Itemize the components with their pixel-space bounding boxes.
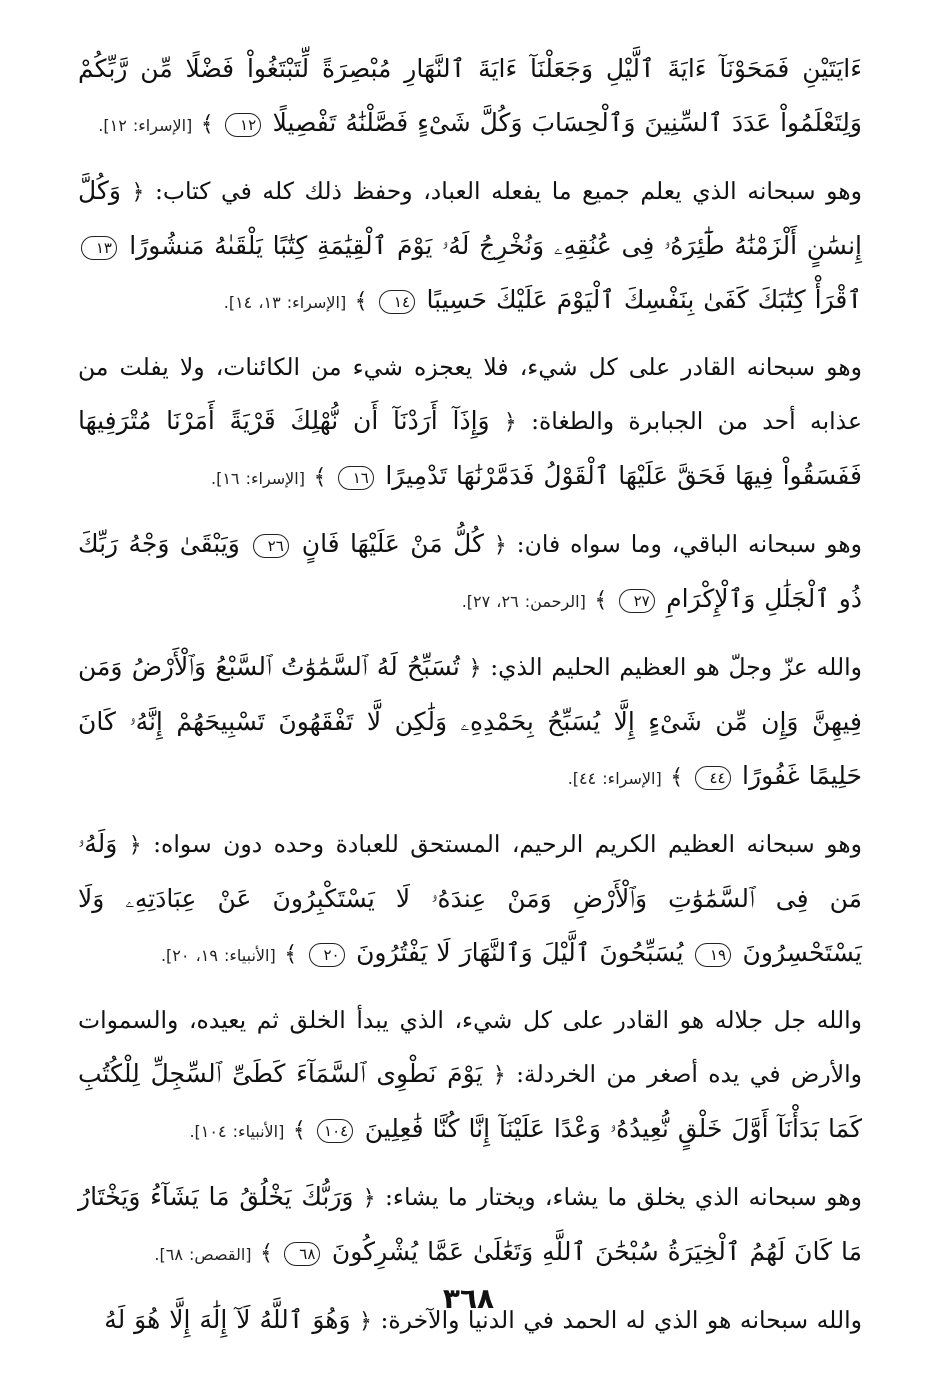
ayah-number-marker: ٢٠ (309, 943, 345, 967)
quran-verse: وَهُوَ ٱللَّهُ لَآ إِلَٰهَ إِلَّا هُوَ لَهُ (104, 1305, 351, 1334)
paragraph-2 (78, 164, 862, 329)
quran-verse: تُسَبِّحُ لَهُ ٱلسَّمَٰوَٰتُ ٱلسَّبْعُ وَٱلْأَرْضُ وَمَن فِيهِنَّ وَإِن مِّن شَىْءٍ إِلَّا يُسَبِّحُ بِحَمْدِهِۦ وَلَٰكِن لَّا تَفْقَهُونَ تَسْبِيحَهُمْ إِنَّهُۥ كَانَ حَلِيمًا غَفُورًا (78, 652, 862, 790)
ayah-number-marker: ٢٧ (619, 589, 655, 613)
paragraph-8 (78, 1170, 862, 1281)
verse-reference: [الأنبياء: ١٩، ٢٠]. (160, 946, 276, 965)
paragraph-7 (78, 994, 862, 1158)
verse-reference: [الإسراء: ١٣، ١٤]. (223, 293, 347, 312)
ayah-number-marker: ١٦ (338, 466, 374, 490)
prose-text: وهو سبحانه القادر على كل شيء، فلا يعجزه شيء من الكائنات، ولا يفلت من عذابه أحد من الجبابرة والطغاة: (78, 353, 862, 435)
verse-reference: [الإسراء: ١٦]. (210, 469, 305, 488)
ayah-number-marker: ١٣ (81, 236, 117, 260)
quran-verse-continued: يُسَبِّحُونَ ٱلَّيْلَ وَٱلنَّهَارَ لَا يَفْتُرُونَ (356, 938, 684, 967)
closing-brace-ornament: ﴾ (313, 465, 327, 490)
quran-verse: ءَايَتَيْنِ فَمَحَوْنَآ ءَايَةَ ٱلَّيْلِ وَجَعَلْنَآ ءَايَةَ ٱلنَّهَارِ مُبْصِرَةً لِّتَبْتَغُواْ فَضْلًا مِّن رَّبِّكُمْ وَلِتَعْلَمُواْ عَدَدَ ٱلسِّنِينَ وَٱلْحِسَابَ وَكُلَّ شَىْءٍ فَصَّلْنَٰهُ تَفْصِيلًا (78, 54, 862, 137)
quran-verse: وَرَبُّكَ يَخْلُقُ مَا يَشَآءُ وَيَخْتَارُ مَا كَانَ لَهُمُ ٱلْخِيَرَةُ سُبْحَٰنَ ٱللَّهِ وَتَعَٰلَىٰ عَمَّا يُشْرِكُونَ (78, 1182, 862, 1266)
paragraph-6 (78, 817, 862, 982)
closing-brace-ornament: ﴾ (200, 112, 214, 137)
quran-verse-continued: ٱقْرَأْ كِتَٰبَكَ كَفَىٰ بِنَفْسِكَ ٱلْيَوْمَ عَلَيْكَ حَسِيبًا (426, 285, 862, 314)
ayah-number-marker: ١٠٤ (317, 1119, 353, 1143)
quran-verse: يَوْمَ نَطْوِى ٱلسَّمَآءَ كَطَىِّ ٱلسِّجِلِّ لِلْكُتُبِ كَمَا بَدَأْنَآ أَوَّلَ خَلْقٍ نُّعِيدُهُۥ وَعْدًا عَلَيْنَآ إِنَّا كُنَّا فَٰعِلِينَ (78, 1059, 862, 1143)
ayah-number-marker: ٤٤ (695, 766, 731, 790)
verse-reference: [الأنبياء: ١٠٤]. (189, 1122, 285, 1141)
quran-verse: وَإِذَآ أَرَدْنَآ أَن نُّهْلِكَ قَرْيَةً أَمَرْنَا مُتْرَفِيهَا فَفَسَقُواْ فِيهَا فَحَقَّ عَلَيْهَا ٱلْقَوْلُ فَدَمَّرْنَٰهَا تَدْمِيرًا (78, 406, 862, 490)
opening-brace-ornament: ﴿ (492, 1063, 506, 1088)
ayah-number-marker: ٢٦ (253, 534, 289, 558)
prose-text: وهو سبحانه الذي يخلق ما يشاء، ويختار ما يشاء: (384, 1183, 862, 1211)
opening-brace-ornament: ﴿ (128, 833, 142, 858)
page-body (78, 42, 862, 1360)
opening-brace-ornament: ﴿ (362, 1186, 376, 1211)
paragraph-1 (78, 42, 862, 152)
ayah-number-marker: ١٤ (379, 290, 415, 314)
closing-brace-ornament: ﴾ (354, 289, 368, 314)
closing-brace-ornament: ﴾ (594, 588, 608, 613)
prose-text: والله سبحانه هو الذي له الحمد في الدنيا والآخرة: (380, 1306, 862, 1334)
verse-reference: [القصص: ٦٨]. (154, 1245, 252, 1264)
quran-verse-continued: وَيَبْقَىٰ وَجْهُ رَبِّكَ ذُو ٱلْجَلَٰلِ وَٱلْإِكْرَامِ (78, 529, 862, 613)
quran-verse: وَكُلَّ إِنسَٰنٍ أَلْزَمْنَٰهُ طَٰٓئِرَهُۥ فِى عُنُقِهِۦ وَنُخْرِجُ لَهُۥ يَوْمَ ٱلْقِيَٰمَةِ كِتَٰبًا يَلْقَىٰهُ مَنشُورًا (78, 176, 862, 260)
verse-reference: [الإسراء: ١٢]. (98, 116, 193, 135)
quran-verse: كُلُّ مَنْ عَلَيْهَا فَانٍ (301, 529, 484, 558)
opening-brace-ornament: ﴿ (359, 1309, 372, 1334)
prose-text: وهو سبحانه العظيم الكريم الرحيم، المستحق للعبادة وحده دون سواه: (153, 830, 862, 858)
prose-text: وهو سبحانه الذي يعلم جميع ما يفعله العباد، وحفظ ذلك كله في كتاب: (154, 177, 862, 205)
ayah-number-marker: ١٢ (225, 113, 261, 137)
closing-brace-ornament: ﴾ (284, 942, 298, 967)
prose-text: والله جل جلاله هو القادر على كل شيء، الذي يبدأ الخلق ثم يعيده، والسموات والأرض في يده أصغر من الخردلة: (78, 1006, 862, 1088)
quran-verse: وَلَهُۥ مَن فِى ٱلسَّمَٰوَٰتِ وَٱلْأَرْضِ وَمَنْ عِندَهُۥ لَا يَسْتَكْبِرُونَ عَنْ عِبَادَتِهِۦ وَلَا يَسْتَحْسِرُونَ (78, 829, 862, 967)
paragraph-3 (78, 341, 862, 505)
page-number: ٣٦٨ (442, 1282, 495, 1315)
opening-brace-ornament: ﴿ (503, 410, 517, 435)
verse-reference: [الإسراء: ٤٤]. (567, 769, 662, 788)
opening-brace-ornament: ﴿ (468, 656, 482, 681)
paragraph-4 (78, 517, 862, 628)
prose-text: وهو سبحانه الباقي، وما سواه فان: (516, 530, 863, 558)
opening-brace-ornament: ﴿ (493, 533, 507, 558)
ayah-number-marker: ٦٨ (284, 1242, 320, 1266)
closing-brace-ornament: ﴾ (670, 765, 684, 790)
paragraph-5 (78, 640, 862, 805)
closing-brace-ornament: ﴾ (292, 1118, 306, 1143)
ayah-number-marker: ١٩ (695, 943, 731, 967)
closing-brace-ornament: ﴾ (260, 1241, 273, 1266)
opening-brace-ornament: ﴿ (131, 180, 145, 205)
verse-reference: [الرحمن: ٢٦، ٢٧]. (461, 592, 586, 611)
prose-text: والله عزّ وجلّ هو العظيم الحليم الذي: (490, 653, 862, 681)
